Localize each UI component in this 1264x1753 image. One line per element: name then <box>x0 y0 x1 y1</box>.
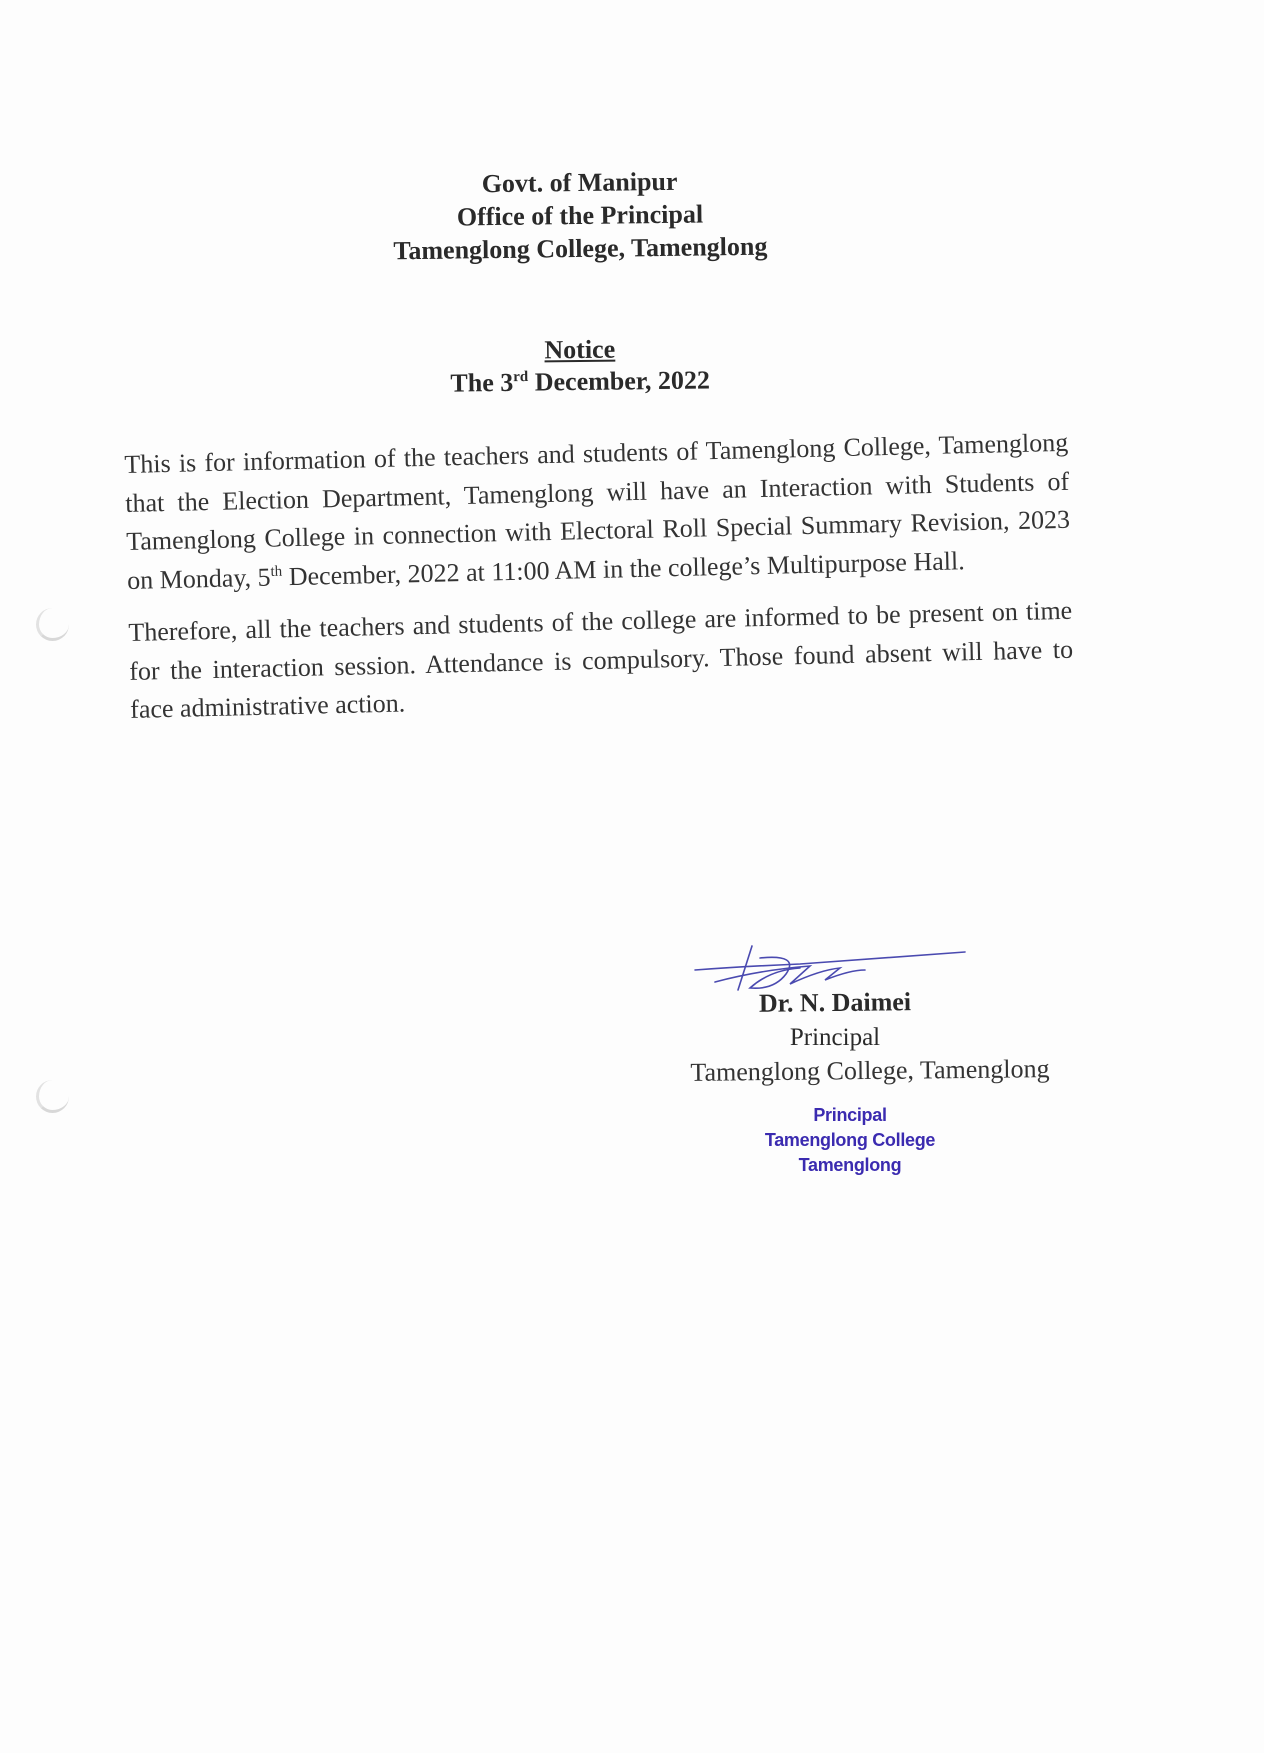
notice-date-day: The 3 <box>450 367 514 398</box>
notice-date-ordinal: rd <box>513 368 529 386</box>
stamp-line-3: Tamenglong <box>798 1155 902 1175</box>
body-paragraph-1-text-b: December, 2022 at 11:00 AM in the college’s Multipurpose Hall. <box>281 545 965 591</box>
body-paragraph-1-ordinal: th <box>270 563 283 580</box>
stamp-line-1: Principal <box>813 1105 887 1125</box>
punch-hole-mark-top <box>36 608 69 641</box>
body-paragraph-1 <box>124 424 1071 600</box>
letterhead-government: Govt. of Manipur <box>481 166 678 199</box>
notice-title: Notice <box>544 334 616 365</box>
signatory-title: Principal <box>789 1024 881 1051</box>
letterhead-office: Office of the Principal <box>456 199 704 232</box>
letterhead <box>299 163 860 269</box>
body-paragraph-2: Therefore, all the teachers and students of the college are informed to be present on time for the interaction session. Attendance is compulsory. Those found absent will have to face administrative action. <box>128 595 1074 724</box>
signatory-name: Dr. N. Daimei <box>758 987 912 1018</box>
punch-hole-mark-bottom <box>36 1080 69 1113</box>
signatory-organization: Tamenglong College, Tamenglong <box>690 1054 1050 1087</box>
stamp-line-2: Tamenglong College <box>764 1130 936 1150</box>
notice-heading <box>430 332 731 400</box>
notice-date-month-year: December, 2022 <box>528 365 711 397</box>
official-stamp <box>690 1103 1010 1178</box>
letterhead-college: Tamenglong College, Tamenglong <box>393 231 768 266</box>
notice-date <box>430 364 730 400</box>
body-paragraph-1-text-a: This is for information of the teachers and students of Tamenglong College, Tamenglong that the Election Department, Tamenglong will have an Interaction with Students of Tamenglong College in connection with Electoral Roll Special Summary Revision, 2023 on Monday, 5 <box>124 427 1071 595</box>
notice-body <box>124 424 1075 744</box>
